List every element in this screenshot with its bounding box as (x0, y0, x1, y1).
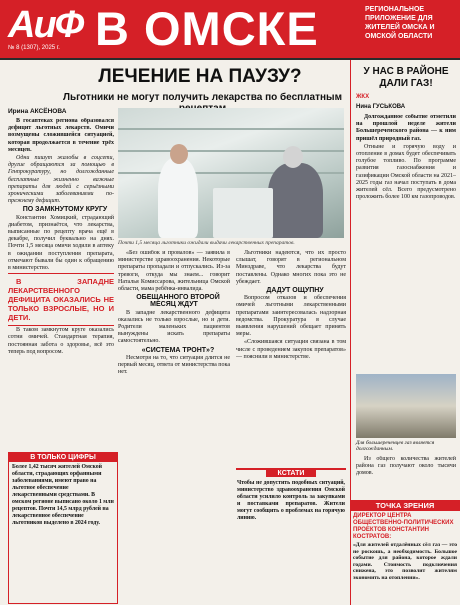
numbers-box-text: Более 1,42 тысяч жителей Омской области, страдающих орфанными заболеваниями, имеют право на льготное обеспечение лекарственными средствами. В омском регионе выписано около 1 млн рецептов. Почти 14,5 млрд рублей на лекарственное обеспечение льготников выделено в 2024 году. (12, 464, 114, 526)
sidebar-photo-caption: Для большереченцев газ является долгожданным. (356, 440, 435, 452)
by-the-way-text: Чтобы не допустить подобных ситуаций, министерство здравоохранения Омской области усилило контроль за закупками и поставками препаратов. Жители могут сообщить о проблемах на горячую линию. (237, 480, 345, 521)
viewpoint-box (350, 500, 460, 605)
sidebar-paragraph: Отныне и горячую воду и отопление в домах будет обеспечивать голубое топливо. По программе развития газоснабжения и газификации Омской области на 2021–2025 годы газ начал поступать в дома жителей сёл. Всего предусмотрено проложить более 100 км газопроводов. (356, 143, 456, 201)
numbers-box (8, 452, 118, 604)
article-column-1 (8, 118, 114, 448)
viewpoint-text: «Для жителей отдалённых сёл газ — это не роскошь, а необходимость. Большое событие для района, которое ждали годами. Стоимость подключения снижена, это позволит жителям экономить на отоплении». (353, 542, 457, 581)
numbers-box-label: В ТОЛЬКО ЦИФРЫ (9, 453, 117, 462)
sidebar-column (356, 114, 456, 372)
issue-number: № 8 (1307), 2025 г. (8, 45, 60, 51)
subhead-system: «СИСТЕМА ТРОНТ»? (141, 346, 215, 354)
sidebar-paragraph: Из общего количества жителей района газ получают около тысячи домов. (356, 456, 456, 477)
article-paragraph: Вопросом отказов и обеспечения омичей льготными лекарственными препаратами заинтересовалась надзорная ведомства. Прокуратура в случае выявления нарушений обещает принять меры. (236, 295, 346, 338)
by-the-way-label: КСТАТИ (266, 470, 316, 477)
subhead-waiting: ОБЕЩАННОГО ВТОРОЙ МЕСЯЦ ЖДУТ (136, 294, 220, 309)
masthead (0, 0, 460, 58)
subhead-circle: ПО ЗАМКНУТОМУ КРУГУ (22, 206, 108, 214)
sidebar-author: Нина ГУСЬКОВА (356, 104, 406, 110)
masthead-subtitle: РЕГИОНАЛЬНОЕ ПРИЛОЖЕНИЕ ДЛЯ ЖИТЕЛЕЙ ОМСКА И ОМСКОЙ ОБЛАСТИ (365, 6, 435, 40)
sidebar-kicker: ЖКХ (356, 94, 370, 100)
article-paragraph: В западне лекарственного дефицита оказались не только взрослые, но и дети. Родители маленьких пациентов вынуждены искать препараты самостоятельно. (118, 309, 230, 345)
sidebar-lead: Долгожданное событие отметили на прошлой неделе жители Большереченского района — к ним пришёл природный газ. (356, 114, 456, 142)
gas-pipe-photo (356, 374, 456, 438)
article-paragraph: «Без ошибок и провалов» — заявила в министерстве здравоохранения. Некоторые препараты пропадали и отпускались. Из-за тревоги, откуда мы знаем... говорит Наталья Комиссарова, жительница Омской области, мама ребёнка-инвалида. (118, 250, 230, 293)
viewpoint-label: ТОЧКА ЗРЕНИЯ (350, 500, 460, 511)
sidebar-column-2 (356, 456, 456, 496)
newspaper-logo: АиФ (8, 4, 83, 46)
article-deck: Льготники не могут получить лекарства по бесплатным (62, 92, 342, 103)
by-the-way-box (236, 468, 346, 604)
article-paragraph: Льготники надеются, что их просто слышат, говорят в региональном Минздраве, что лекарства будут поставлены. Однако многих пока это не убеждает. (236, 250, 346, 285)
article-intro: Одни пишут жалобы в соцсети, другие обращаются за помощью в Генпрокуратуру, но долгожданные бесплатные жизненно важные препараты для людей с серьёзными хроническими заболеваниями по-прежнему дефицит. (8, 155, 114, 205)
article-author: Ирина АКСЁНОВА (8, 108, 67, 115)
subhead-help: ДАДУТ ОЩУПНУ (266, 287, 324, 295)
article-column-3 (236, 250, 346, 464)
article-column-2 (118, 250, 230, 600)
article-paragraph: Несмотря на то, что ситуация длится не первый месяц, ответа от министерства пока нет. (118, 354, 230, 376)
pull-quote: В ЗАПАДНЕ ЛЕКАРСТВЕННОГО ДЕФИЦИТА ОКАЗАЛИСЬ НЕ ТОЛЬКО ВЗРОСЛЫЕ, НО И ДЕТИ. (8, 273, 114, 326)
photo-caption: Почти 1,5 месяца льготники ожидали выдачи лекарственных препаратов. (118, 240, 295, 246)
sidebar-headline: У НАС В РАЙОНЕ ДАЛИ ГАЗ! (363, 66, 449, 89)
viewpoint-speaker: ДИРЕКТОР ЦЕНТРА ОБЩЕСТВЕННО-ПОЛИТИЧЕСКИХ ПРОЕКТОВ КОНСТАНТИН КОСТРАТОВ: (353, 513, 454, 540)
article-paragraph: «Сложившаяся ситуация связана в том числе с проведением закупок препаратов» — пояснили в министерстве. (236, 339, 346, 360)
masthead-title: В ОМСКЕ (95, 2, 319, 55)
article-paragraph: Константин Хомицкий, страдающий диабетом, признаётся, что лекарства, выписанные по рецепту врача ещё в декабре, получил буквально на днях. Почти 1,5 месяца омичи ходили в аптеку в ожидании поступления препарата, отмечают бывали бы один к обращению в министерство. (8, 214, 114, 272)
article-headline: ЛЕЧЕНИЕ НА ПАУЗУ? (98, 66, 302, 87)
article-lead: В госаптеках региона образовался дефицит льготных лекарств. Омичи возмущены сложившейся ситуацией, которая продолжается в течение трёх месяцев. (8, 118, 114, 153)
article-paragraph: В таком замкнутом круге оказались сотни омичей. Стандартная терапия, постоянная забота о здоровье, всё это теперь под вопросом. (8, 327, 114, 355)
pharmacy-photo (118, 108, 344, 238)
